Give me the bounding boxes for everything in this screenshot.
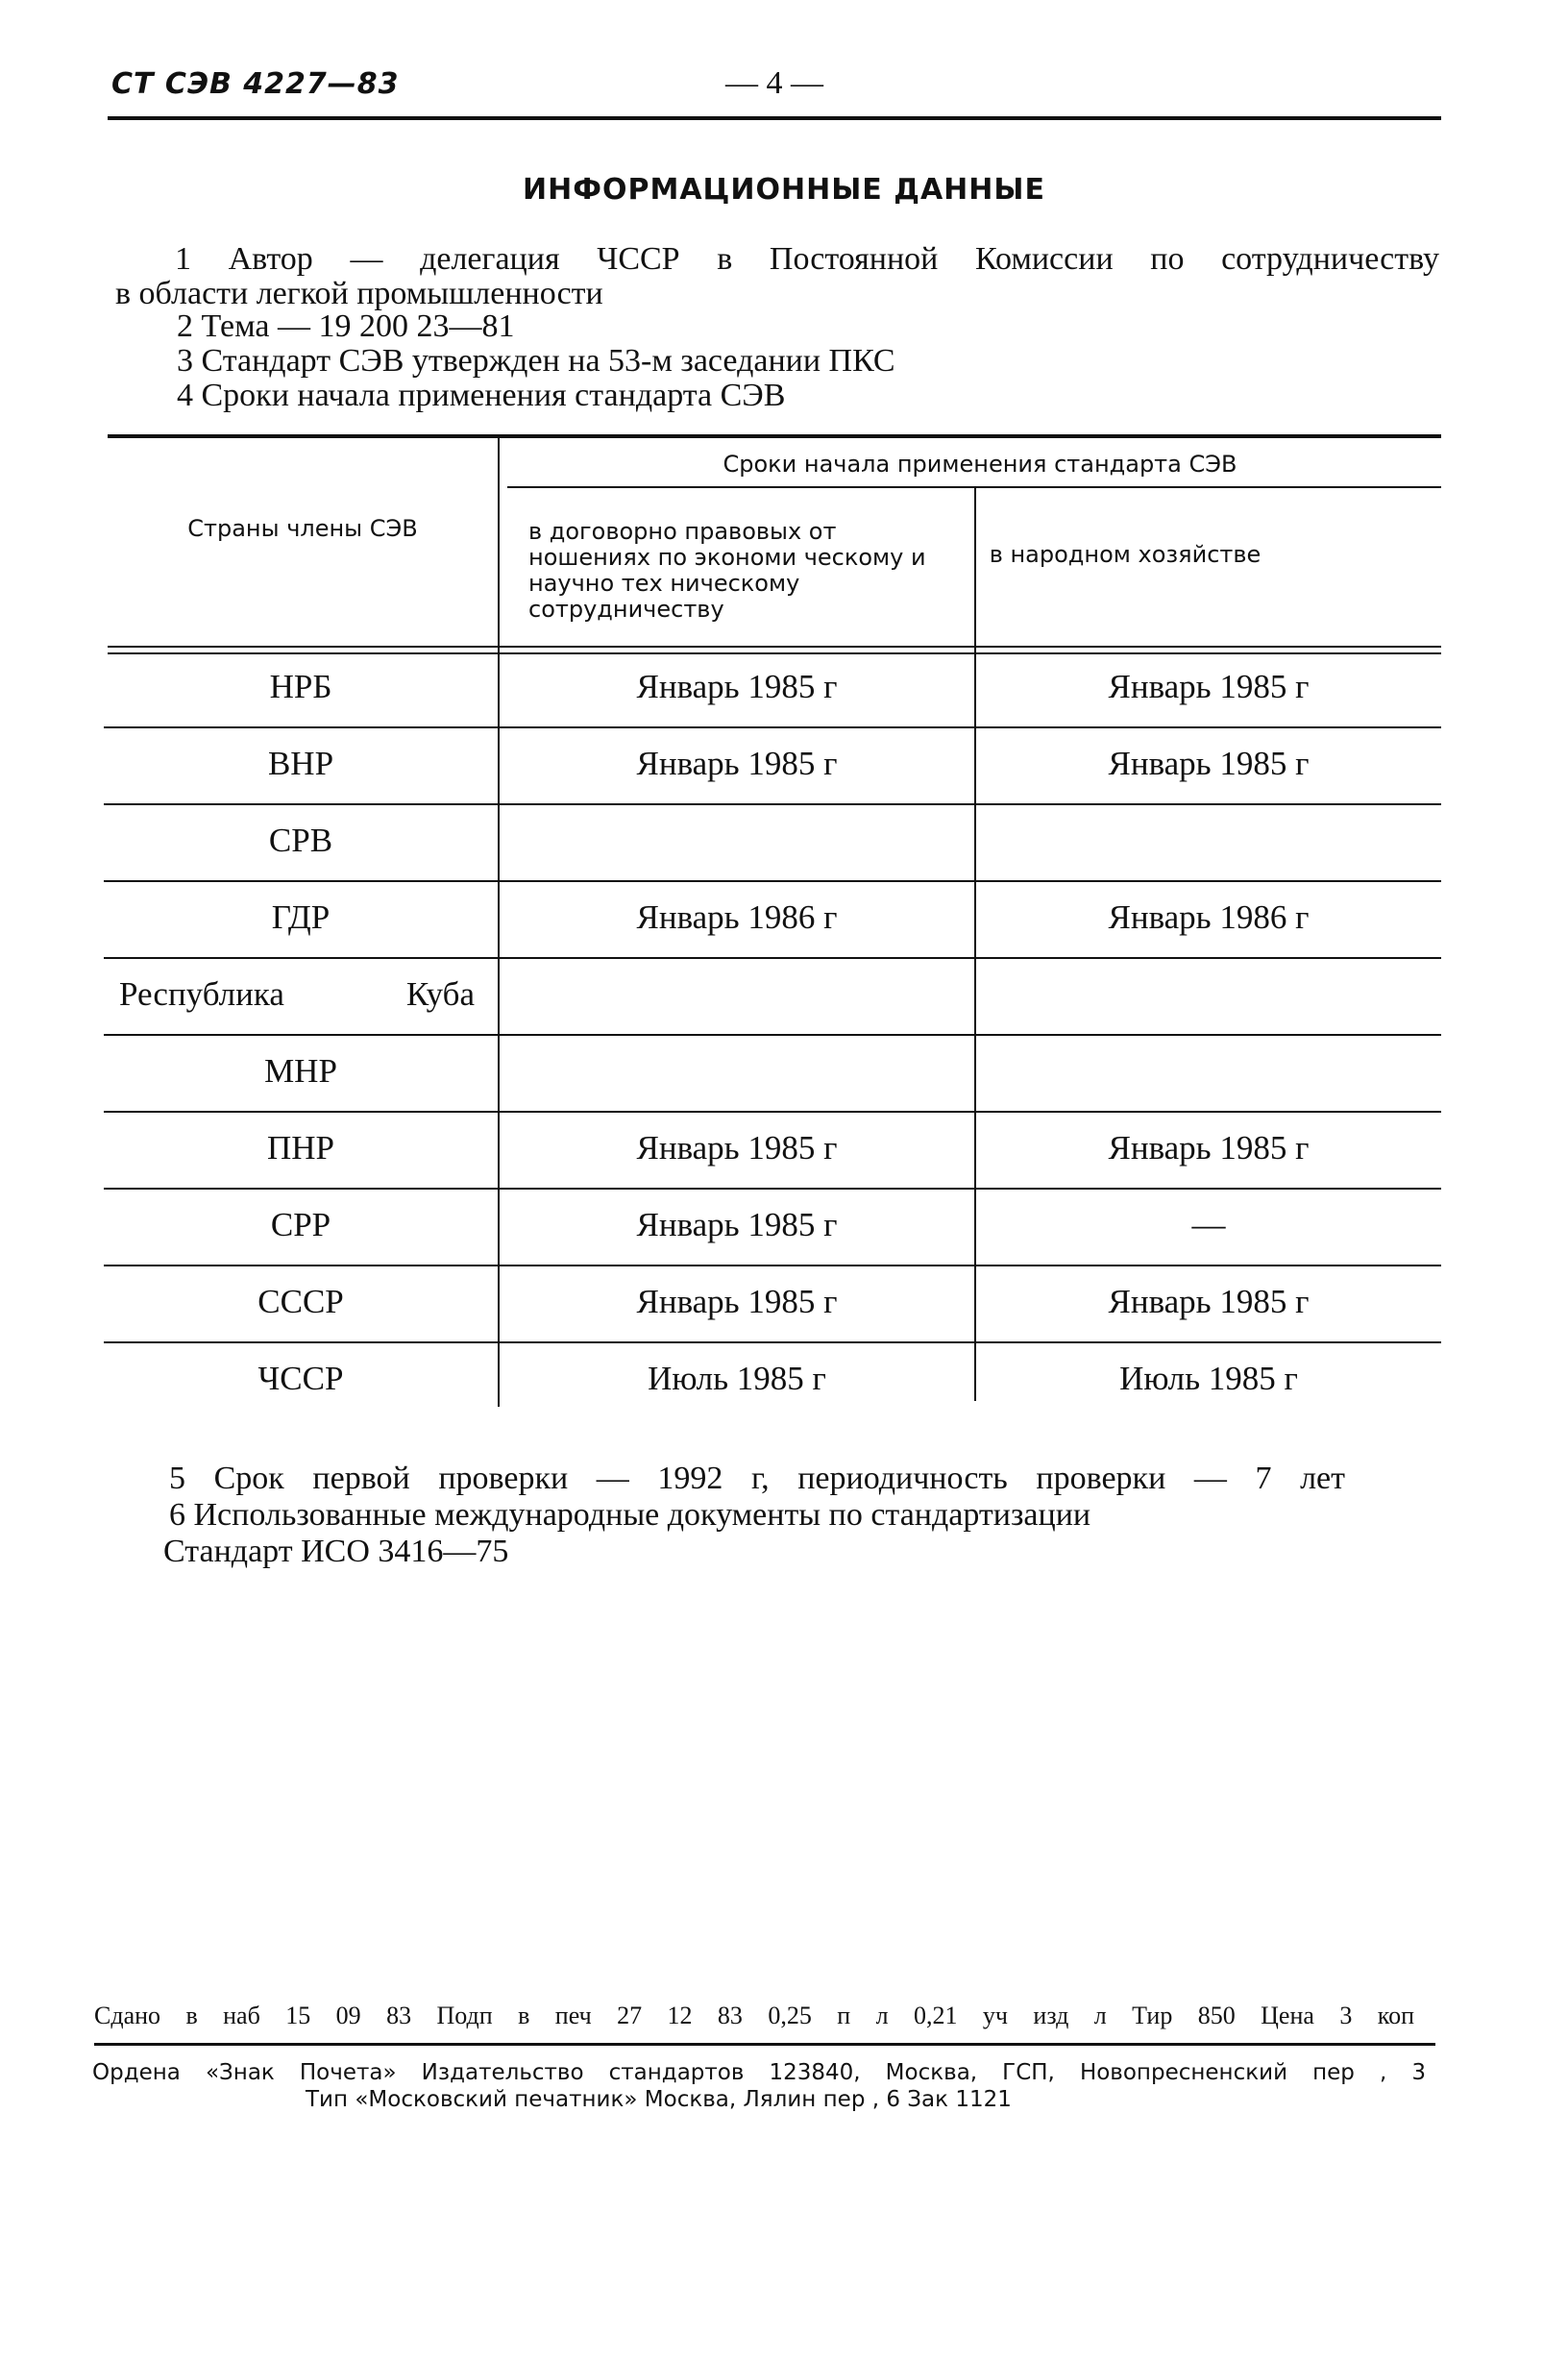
economy-cell: Январь 1985 г: [1108, 1283, 1310, 1320]
info-item-6-document: Стандарт ИСО 3416—75: [163, 1534, 509, 1569]
contract-cell: Январь 1985 г: [636, 1206, 838, 1243]
imprint-line-2-text: Ордена «Знак Почета» Издательство стандартов 123840, Москва, ГСП, Новопресненский пер , 3: [92, 2060, 1426, 2085]
contract-cell: Январь 1985 г: [636, 745, 838, 782]
row-rule-1: [104, 726, 1441, 728]
group-header-schedule: Сроки начала применения стандарта СЭВ: [723, 451, 1237, 478]
country-cell: СРВ: [268, 822, 333, 859]
country-cell: ГДР: [271, 898, 331, 936]
contract-cell: Январь 1985 г: [636, 668, 838, 705]
page-number: — 4 —: [725, 65, 823, 101]
economy-cell: Январь 1985 г: [1108, 1129, 1310, 1167]
row-rule-4: [104, 957, 1441, 959]
country-cell: ВНР: [267, 745, 334, 782]
economy-cell: Январь 1985 г: [1108, 668, 1310, 705]
info-item-6: 6 Использованные международные документы по стандартизации: [169, 1497, 1091, 1533]
header-rule-a: [108, 646, 1441, 648]
country-cell: ЧССР: [257, 1360, 344, 1397]
contract-cell: Январь 1986 г: [636, 898, 838, 936]
contract-cell: Январь 1985 г: [636, 1129, 838, 1167]
row-rule-5: [104, 1034, 1441, 1036]
table-top-rule: [108, 434, 1441, 438]
contract-cell: Январь 1985 г: [636, 1283, 838, 1320]
row-rule-3: [104, 880, 1441, 882]
row-rule-6: [104, 1111, 1441, 1113]
economy-cell: —: [1191, 1206, 1226, 1243]
info-item-1-text: 1 Автор — делегация ЧССР в Постоянной Комиссии по сотрудничеству: [175, 241, 1439, 277]
info-item-5-text: 5 Срок первой проверки — 1992 г, периодичность проверки — 7 лет: [169, 1461, 1345, 1496]
row-rule-2: [104, 803, 1441, 805]
country-cell: СРР: [270, 1206, 331, 1243]
info-item-5: [169, 1461, 1345, 1497]
imprint-line-3: Тип «Московский печатник» Москва, Лялин пер , 6 Зак 1121: [306, 2087, 1012, 2112]
country-cell: ПНР: [266, 1129, 335, 1167]
country-cell: НРБ: [269, 668, 332, 705]
standard-code: СТ СЭВ 4227—83: [111, 67, 400, 101]
economy-cell: Июль 1985 г: [1119, 1360, 1298, 1397]
header-rule-b: [108, 652, 1441, 654]
info-item-4: 4 Сроки начала применения стандарта СЭВ: [177, 378, 786, 413]
row-rule-9: [104, 1341, 1441, 1343]
col-header-economy: в народном хозяйстве: [989, 541, 1262, 568]
row-rule-8: [104, 1265, 1441, 1266]
country-cell: Республика Куба: [119, 975, 475, 1013]
info-item-1-line-2: в области легкой промышленности: [115, 276, 603, 311]
country-cell: СССР: [257, 1283, 344, 1320]
economy-cell: Январь 1985 г: [1108, 745, 1310, 782]
country-cell: МНР: [264, 1052, 337, 1090]
imprint-rule: [94, 2043, 1435, 2046]
economy-cell: Январь 1986 г: [1108, 898, 1310, 936]
row-rule-7: [104, 1188, 1441, 1190]
col-header-contract: в договорно правовых от ношениях по экономи ческому и научно тех ническому сотрудничеству: [528, 518, 926, 623]
page-title: ИНФОРМАЦИОННЫЕ ДАННЫЕ: [523, 173, 1045, 207]
imprint-line-1-text: Сдано в наб 15 09 83 Подп в печ 27 12 83 0,25 п л 0,21 уч изд л Тир 850 Цена 3 коп: [94, 2002, 1414, 2029]
info-item-3: 3 Стандарт СЭВ утвержден на 53-м заседании ПКС: [177, 343, 895, 379]
imprint-line-1: [94, 2002, 1414, 2030]
info-item-2: 2 Тема — 19 200 23—81: [177, 308, 515, 344]
col-header-countries: Страны члены СЭВ: [187, 515, 418, 542]
contract-cell: Июль 1985 г: [648, 1360, 826, 1397]
imprint-line-2: [92, 2060, 1426, 2085]
